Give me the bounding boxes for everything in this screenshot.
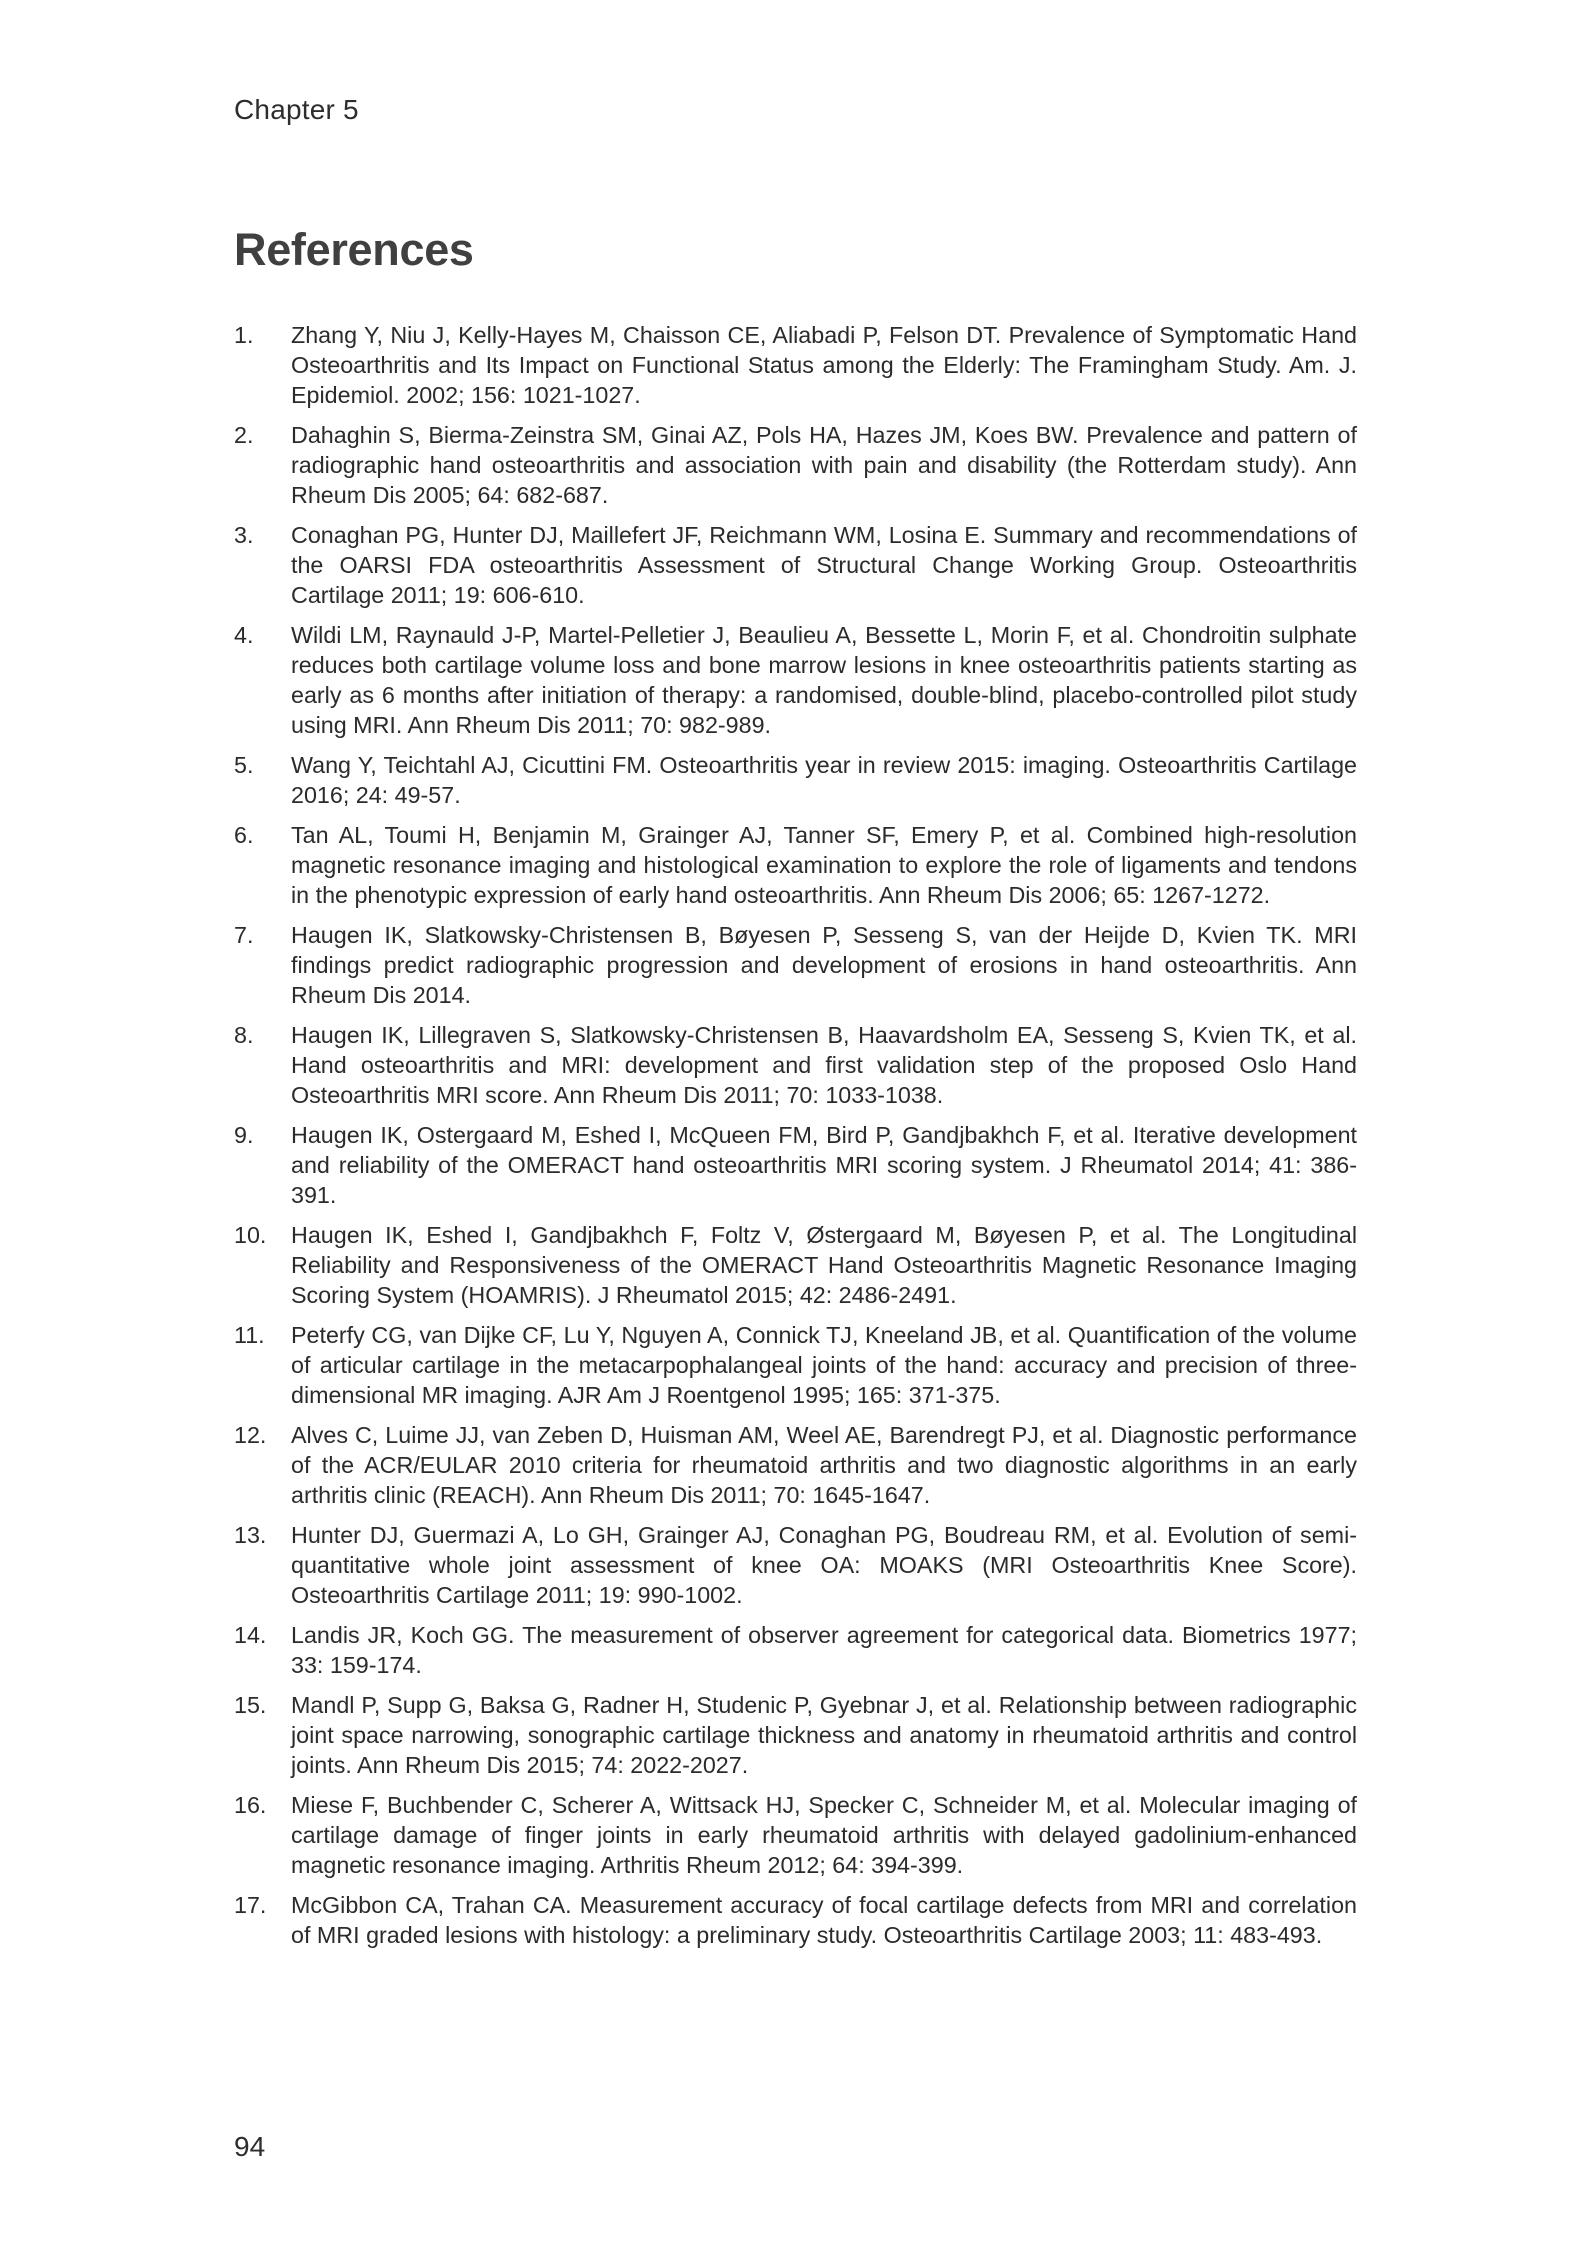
reference-item-2: [234, 420, 1357, 510]
reference-number: 10.: [234, 1222, 267, 1248]
reference-text: Dahaghin S, Bierma-Zeinstra SM, Ginai AZ, Pols HA, Hazes JM, Koes BW. Prevalence and pattern of radiographic hand osteoarthritis and association with pain and disability (the Rotterdam study). Ann Rheum Dis 2005; 64: 682-687.: [291, 422, 1357, 508]
reference-text: Wildi LM, Raynauld J-P, Martel-Pelletier J, Beaulieu A, Bessette L, Morin F, et al. Chondroitin sulphate reduces both cartilage volume loss and bone marrow lesions in knee osteoarthritis patients starting as early as 6 months after initiation of therapy: a randomised, double-blind, placebo-controlled pilot study using MRI. Ann Rheum Dis 2011; 70: 982-989.: [291, 622, 1357, 738]
reference-text: Landis JR, Koch GG. The measurement of observer agreement for categorical data. Biometrics 1977; 33: 159-174.: [291, 1622, 1357, 1678]
running-head-chapter: Chapter 5: [234, 94, 359, 125]
reference-number: 4.: [234, 622, 254, 648]
reference-text: Mandl P, Supp G, Baksa G, Radner H, Studenic P, Gyebnar J, et al. Relationship between radiographic joint space narrowing, sonographic cartilage thickness and anatomy in rheumatoid arthritis and control joints. Ann Rheum Dis 2015; 74: 2022-2027.: [291, 1692, 1357, 1778]
reference-number: 2.: [234, 422, 254, 448]
reference-number: 9.: [234, 1122, 254, 1148]
reference-text: Haugen IK, Ostergaard M, Eshed I, McQueen FM, Bird P, Gandjbakhch F, et al. Iterative development and reliability of the OMERACT hand osteoarthritis MRI scoring system. J Rheumatol 2014; 41: 386-391.: [291, 1122, 1357, 1208]
reference-number: 8.: [234, 1022, 254, 1048]
reference-item-1: [234, 320, 1357, 410]
reference-item-3: [234, 520, 1357, 610]
reference-number: 12.: [234, 1422, 267, 1448]
reference-text: Peterfy CG, van Dijke CF, Lu Y, Nguyen A, Connick TJ, Kneeland JB, et al. Quantification of the volume of articular cartilage in the metacarpophalangeal joints of the hand: accuracy and precision of three-dimensional MR imaging. AJR Am J Roentgenol 1995; 165: 371-375.: [291, 1322, 1357, 1408]
reference-number: 3.: [234, 522, 254, 548]
reference-item-12: [234, 1420, 1357, 1510]
reference-text: Miese F, Buchbender C, Scherer A, Wittsack HJ, Specker C, Schneider M, et al. Molecular imaging of cartilage damage of finger joints in early rheumatoid arthritis with delayed gadolinium-enhanced magnetic resonance imaging. Arthritis Rheum 2012; 64: 394-399.: [291, 1792, 1357, 1878]
reference-text: Tan AL, Toumi H, Benjamin M, Grainger AJ, Tanner SF, Emery P, et al. Combined high-resolution magnetic resonance imaging and histological examination to explore the role of ligaments and tendons in the phenotypic expression of early hand osteoarthritis. Ann Rheum Dis 2006; 65: 1267-1272.: [291, 822, 1357, 908]
reference-text: Wang Y, Teichtahl AJ, Cicuttini FM. Osteoarthritis year in review 2015: imaging. Osteoarthritis Cartilage 2016; 24: 49-57.: [291, 752, 1357, 808]
reference-number: 6.: [234, 822, 254, 848]
reference-item-10: [234, 1220, 1357, 1310]
reference-number: 13.: [234, 1522, 267, 1548]
reference-item-5: [234, 750, 1357, 810]
reference-number: 17.: [234, 1892, 267, 1918]
reference-text: Zhang Y, Niu J, Kelly-Hayes M, Chaisson CE, Aliabadi P, Felson DT. Prevalence of Symptomatic Hand Osteoarthritis and Its Impact on Functional Status among the Elderly: The Framingham Study. Am. J. Epidemiol. 2002; 156: 1021-1027.: [291, 322, 1357, 408]
reference-text: Haugen IK, Eshed I, Gandjbakhch F, Foltz V, Østergaard M, Bøyesen P, et al. The Longitudinal Reliability and Responsiveness of the OMERACT Hand Osteoarthritis Magnetic Resonance Imaging Scoring System (HOAMRIS). J Rheumatol 2015; 42: 2486-2491.: [291, 1222, 1357, 1308]
reference-number: 7.: [234, 922, 254, 948]
reference-number: 1.: [234, 322, 254, 348]
reference-number: 5.: [234, 752, 254, 778]
reference-item-8: [234, 1020, 1357, 1110]
reference-text: Hunter DJ, Guermazi A, Lo GH, Grainger AJ, Conaghan PG, Boudreau RM, et al. Evolution of semi-quantitative whole joint assessment of knee OA: MOAKS (MRI Osteoarthritis Knee Score). Osteoarthritis Cartilage 2011; 19: 990-1002.: [291, 1522, 1357, 1608]
reference-text: Alves C, Luime JJ, van Zeben D, Huisman AM, Weel AE, Barendregt PJ, et al. Diagnostic performance of the ACR/EULAR 2010 criteria for rheumatoid arthritis and two diagnostic algorithms in an early arthritis clinic (REACH). Ann Rheum Dis 2011; 70: 1645-1647.: [291, 1422, 1357, 1508]
reference-item-9: [234, 1120, 1357, 1210]
reference-number: 16.: [234, 1792, 267, 1818]
reference-item-14: [234, 1620, 1357, 1680]
reference-item-16: [234, 1790, 1357, 1880]
reference-item-15: [234, 1690, 1357, 1780]
reference-text: McGibbon CA, Trahan CA. Measurement accuracy of focal cartilage defects from MRI and correlation of MRI graded lesions with histology: a preliminary study. Osteoarthritis Cartilage 2003; 11: 483-493.: [291, 1892, 1357, 1948]
reference-text: Haugen IK, Slatkowsky-Christensen B, Bøyesen P, Sesseng S, van der Heijde D, Kvien TK. MRI findings predict radiographic progression and development of erosions in hand osteoarthritis. Ann Rheum Dis 2014.: [291, 922, 1357, 1008]
reference-text: Haugen IK, Lillegraven S, Slatkowsky-Christensen B, Haavardsholm EA, Sesseng S, Kvien TK, et al. Hand osteoarthritis and MRI: development and first validation step of the proposed Oslo Hand Osteoarthritis MRI score. Ann Rheum Dis 2011; 70: 1033-1038.: [291, 1022, 1357, 1108]
page-number: 94: [234, 2131, 266, 2162]
reference-number: 15.: [234, 1692, 267, 1718]
reference-list: [234, 320, 1357, 1960]
reference-item-17: [234, 1890, 1357, 1950]
reference-number: 11.: [234, 1322, 265, 1348]
reference-item-7: [234, 920, 1357, 1010]
reference-item-4: [234, 620, 1357, 740]
reference-number: 14.: [234, 1622, 267, 1648]
reference-item-13: [234, 1520, 1357, 1610]
section-title: References: [234, 224, 474, 275]
reference-text: Conaghan PG, Hunter DJ, Maillefert JF, Reichmann WM, Losina E. Summary and recommendations of the OARSI FDA osteoarthritis Assessment of Structural Change Working Group. Osteoarthritis Cartilage 2011; 19: 606-610.: [291, 522, 1357, 608]
reference-item-11: [234, 1320, 1357, 1410]
reference-item-6: [234, 820, 1357, 910]
